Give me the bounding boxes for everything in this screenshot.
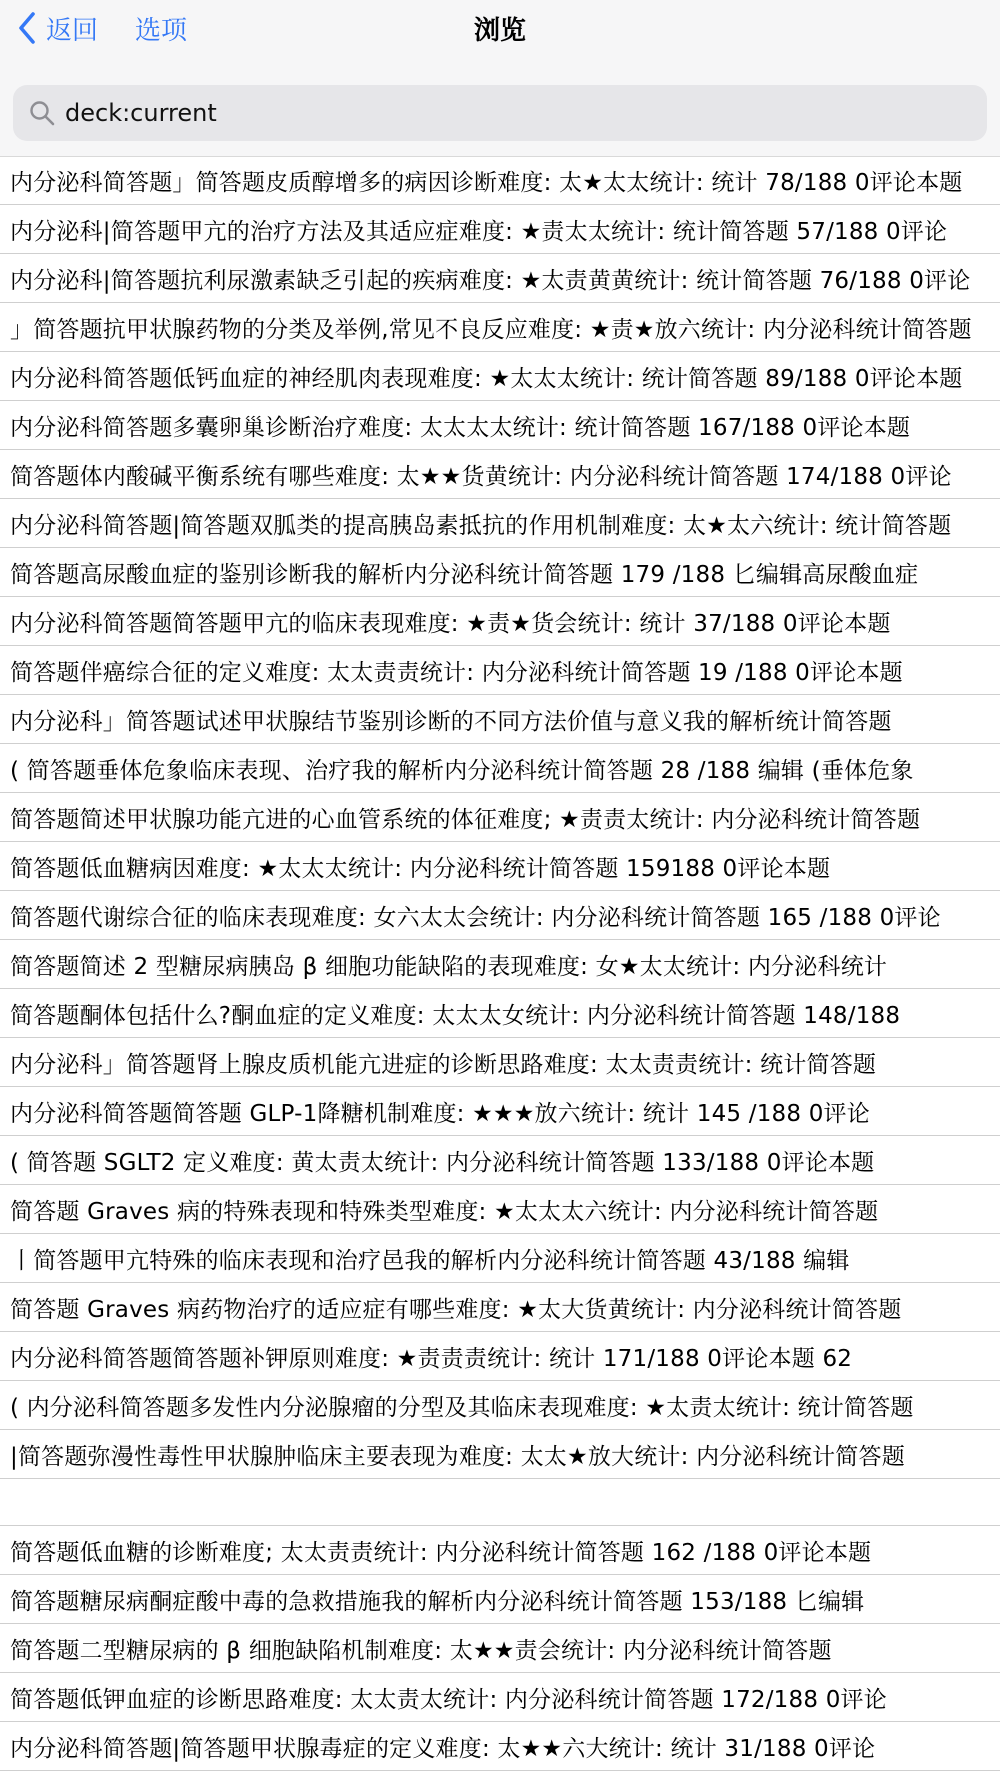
- list-item[interactable]: [0, 205, 1000, 254]
- card-list: [0, 156, 1000, 1771]
- card-text: 内分泌科简答题」简答题皮质醇增多的病因诊断难度: 太★太太统计: 统计 78/188 0评论本题: [10, 169, 963, 196]
- list-item[interactable]: [0, 499, 1000, 548]
- list-item[interactable]: [0, 1038, 1000, 1087]
- search-input[interactable]: [13, 85, 987, 141]
- list-item[interactable]: [0, 1575, 1000, 1624]
- list-item[interactable]: [0, 1332, 1000, 1381]
- card-text: 内分泌科简答题|简答题双胍类的提高胰岛素抵抗的作用机制难度: 太★太六统计: 统计简答题: [10, 512, 952, 539]
- list-item[interactable]: [0, 646, 1000, 695]
- card-text: 内分泌科简答题|简答题甲状腺毒症的定义难度: 太★★六大统计: 统计 31/188 0评论: [10, 1735, 876, 1762]
- card-text: 简答题简述 2 型糖尿病胰岛 β 细胞功能缺陷的表现难度: 女★太太统计: 内分泌科统计: [10, 953, 888, 980]
- list-item[interactable]: [0, 548, 1000, 597]
- list-item[interactable]: [0, 940, 1000, 989]
- list-item[interactable]: [0, 1526, 1000, 1575]
- card-text: 简答题简述甲状腺功能亢进的心血管系统的体征难度; ★责责太统计: 内分泌科统计简答题: [10, 806, 921, 833]
- list-item[interactable]: [0, 1185, 1000, 1234]
- card-text: 简答题代谢综合征的临床表现难度: 女六太太会统计: 内分泌科统计简答题 165 /188 0评论: [10, 904, 941, 931]
- card-text: 简答题低血糖病因难度: ★太太太统计: 内分泌科统计简答题 159188 0评论本题: [10, 855, 831, 882]
- list-item[interactable]: [0, 989, 1000, 1038]
- card-text: 内分泌科简答题简答题甲亢的临床表现难度: ★责★货会统计: 统计 37/188 0评论本题: [10, 610, 891, 637]
- card-text: ( 简答题 SGLT2 定义难度: 黄太责太统计: 内分泌科统计简答题 133/188 0评论本题: [10, 1149, 875, 1176]
- list-item[interactable]: [0, 450, 1000, 499]
- card-text: 简答题糖尿病酮症酸中毒的急救措施我的解析内分泌科统计简答题 153/188 匕编辑: [10, 1588, 865, 1615]
- card-text: 简答题 Graves 病药物治疗的适应症有哪些难度: ★太大货黄统计: 内分泌科统计简答题: [10, 1296, 902, 1323]
- list-item[interactable]: [0, 1381, 1000, 1430]
- list-item[interactable]: [0, 1624, 1000, 1673]
- card-text: 内分泌科|简答题甲亢的治疗方法及其适应症难度: ★责太太统计: 统计简答题 57/188 0评论: [10, 218, 948, 245]
- card-list-group-a: [0, 156, 1000, 1479]
- card-text: 简答题酮体包括什么?酮血症的定义难度: 太太太女统计: 内分泌科统计简答题 148/188: [10, 1002, 901, 1029]
- card-text: 简答题高尿酸血症的鉴别诊断我的解析内分泌科统计简答题 179 /188 匕编辑高尿酸血症: [10, 561, 919, 588]
- list-item[interactable]: [0, 695, 1000, 744]
- card-text: 简答题体内酸碱平衡系统有哪些难度: 太★★货黄统计: 内分泌科统计简答题 174/188 0评论: [10, 463, 952, 490]
- card-text: ( 简答题垂体危象临床表现、治疗我的解析内分泌科统计简答题 28 /188 编辑 (垂体危象: [10, 757, 914, 784]
- list-item[interactable]: [0, 1673, 1000, 1722]
- list-item[interactable]: [0, 597, 1000, 646]
- list-item[interactable]: [0, 1430, 1000, 1479]
- card-text: 内分泌科」简答题试述甲状腺结节鉴别诊断的不同方法价值与意义我的解析统计简答题: [10, 708, 892, 735]
- search-query[interactable]: deck:current: [65, 99, 217, 127]
- card-text: 内分泌科简答题简答题补钾原则难度: ★责责责统计: 统计 171/188 0评论本题 62: [10, 1345, 853, 1372]
- card-list-group-b: [0, 1526, 1000, 1771]
- list-item[interactable]: [0, 1087, 1000, 1136]
- list-item[interactable]: [0, 254, 1000, 303]
- card-text: 内分泌科简答题低钙血症的神经肌肉表现难度: ★太太太统计: 统计简答题 89/188 0评论本题: [10, 365, 963, 392]
- search-bar: [0, 58, 1000, 157]
- list-spacer: [0, 1479, 1000, 1526]
- card-text: 简答题 Graves 病的特殊表现和特殊类型难度: ★太太太六统计: 内分泌科统计简答题: [10, 1198, 879, 1225]
- list-item[interactable]: [0, 1234, 1000, 1283]
- card-text: 内分泌科简答题多囊卵巢诊断治疗难度: 太太太太统计: 统计简答题 167/188 0评论本题: [10, 414, 911, 441]
- card-text: 简答题二型糖尿病的 β 细胞缺陷机制难度: 太★★责会统计: 内分泌科统计简答题: [10, 1637, 832, 1664]
- list-item[interactable]: [0, 352, 1000, 401]
- list-item[interactable]: [0, 1722, 1000, 1771]
- list-item[interactable]: [0, 1283, 1000, 1332]
- list-item[interactable]: [0, 744, 1000, 793]
- search-icon: [29, 100, 55, 126]
- list-item[interactable]: [0, 1136, 1000, 1185]
- page-title: 浏览: [473, 15, 526, 46]
- back-label: 返回: [46, 15, 99, 46]
- back-button[interactable]: [18, 8, 98, 48]
- card-text: |简答题弥漫性毒性甲状腺肿临床主要表现为难度: 太太★放大统计: 内分泌科统计简答题: [10, 1443, 905, 1470]
- card-text: 内分泌科|简答题抗利尿激素缺乏引起的疾病难度: ★太责黄黄统计: 统计简答题 76/188 0评论: [10, 267, 971, 294]
- list-item[interactable]: [0, 401, 1000, 450]
- list-item[interactable]: [0, 842, 1000, 891]
- card-text: 简答题伴癌综合征的定义难度: 太太责责统计: 内分泌科统计简答题 19 /188 0评论本题: [10, 659, 903, 686]
- options-button[interactable]: 选项: [135, 15, 188, 46]
- card-text: 简答题低钾血症的诊断思路难度: 太太责太统计: 内分泌科统计简答题 172/188 0评论: [10, 1686, 887, 1713]
- list-item[interactable]: [0, 793, 1000, 842]
- list-item[interactable]: [0, 303, 1000, 352]
- card-text: ( 内分泌科简答题多发性内分泌腺瘤的分型及其临床表现难度: ★太责太统计: 统计简答题: [10, 1394, 914, 1421]
- card-text: 」简答题抗甲状腺药物的分类及举例,常见不良反应难度: ★责★放六统计: 内分泌科统计简答题: [10, 316, 972, 343]
- navigation-bar: [0, 0, 1000, 58]
- card-text: 简答题低血糖的诊断难度; 太太责责统计: 内分泌科统计简答题 162 /188 0评论本题: [10, 1539, 872, 1566]
- chevron-left-icon: [18, 12, 36, 44]
- card-text: 内分泌科简答题简答题 GLP-1降糖机制难度: ★★★放六统计: 统计 145 /188 0评论: [10, 1100, 870, 1127]
- card-text: 丨简答题甲亢特殊的临床表现和治疗邑我的解析内分泌科统计简答题 43/188 编辑: [10, 1247, 850, 1274]
- card-text: 内分泌科」简答题肾上腺皮质机能亢进症的诊断思路难度: 太太责责统计: 统计简答题: [10, 1051, 877, 1078]
- list-item[interactable]: [0, 891, 1000, 940]
- list-item[interactable]: [0, 156, 1000, 205]
